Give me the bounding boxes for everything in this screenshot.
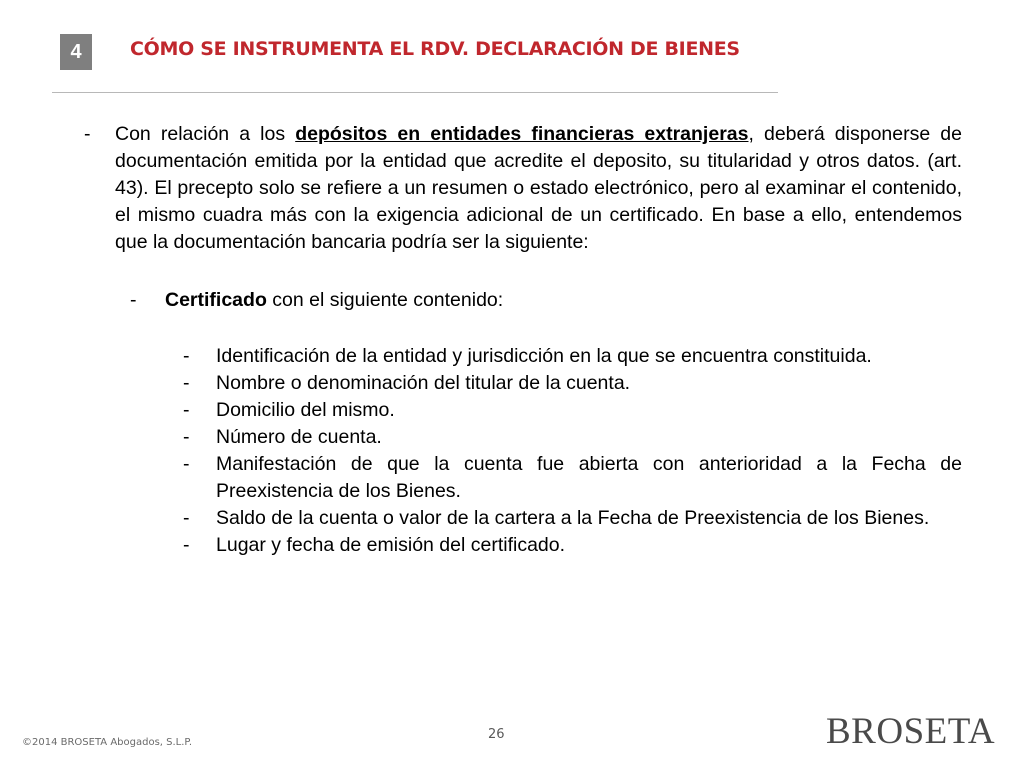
list-item	[183, 370, 962, 397]
list-item-text: Domicilio del mismo.	[216, 399, 395, 421]
list-item	[183, 505, 962, 532]
bullet-dash: -	[183, 399, 190, 421]
bullet-dash: -	[84, 123, 91, 145]
list-item-text: Lugar y fecha de emisión del certificado.	[216, 534, 566, 556]
paragraph-underlined-text: depósitos en entidades financieras extranjeras	[295, 123, 749, 145]
paragraph-depositos	[84, 121, 962, 256]
bullet-dash: -	[183, 507, 190, 529]
paragraph-text-before: Con relación a los	[115, 123, 296, 145]
list-item-text: Número de cuenta.	[216, 426, 382, 448]
bullet-dash: -	[183, 345, 190, 367]
list-item	[183, 532, 962, 559]
slide-title: CÓMO SE INSTRUMENTA EL RDV. DECLARACIÓN DE BIENES	[130, 38, 740, 60]
paragraph-text-after: , deberá disponerse de documentación emitida por la entidad que acredite el deposito, su titularidad y otros datos. (art. 43). El precepto solo se refiere a un resumen o estado electrónico, pero al examinar el contenido, el mismo cuadra más con la exigencia adicional de un certificado. En base a ello, entendemos que la documentación bancaria podría ser la siguiente:	[115, 123, 962, 253]
title-divider	[52, 92, 778, 93]
broseta-logo: BROSETA	[826, 711, 996, 752]
list-item-text: Saldo de la cuenta o valor de la cartera a la Fecha de Preexistencia de los Bienes.	[216, 507, 930, 529]
certificado-item	[130, 287, 962, 314]
slide-content	[0, 121, 1024, 559]
list-item	[183, 397, 962, 424]
list-item	[183, 343, 962, 370]
list-item-text: Manifestación de que la cuenta fue abierta con anterioridad a la Fecha de Preexistencia de los Bienes.	[216, 453, 962, 502]
certificado-rest-text: con el siguiente contenido:	[266, 289, 504, 311]
bullet-dash: -	[183, 372, 190, 394]
list-item	[183, 451, 962, 505]
bullet-dash: -	[183, 426, 190, 448]
bullet-dash: -	[130, 289, 137, 311]
page-number: 26	[488, 727, 505, 742]
certificado-bold-label: Certificado	[165, 289, 267, 311]
bullet-dash: -	[183, 453, 190, 475]
list-item-text: Identificación de la entidad y jurisdicción en la que se encuentra constituida.	[216, 345, 872, 367]
bullet-dash: -	[183, 534, 190, 556]
list-item	[183, 424, 962, 451]
section-number-badge: 4	[60, 34, 92, 70]
footer-copyright: ©2014 BROSETA Abogados, S.L.P.	[22, 737, 193, 748]
list-item-text: Nombre o denominación del titular de la cuenta.	[216, 372, 631, 394]
